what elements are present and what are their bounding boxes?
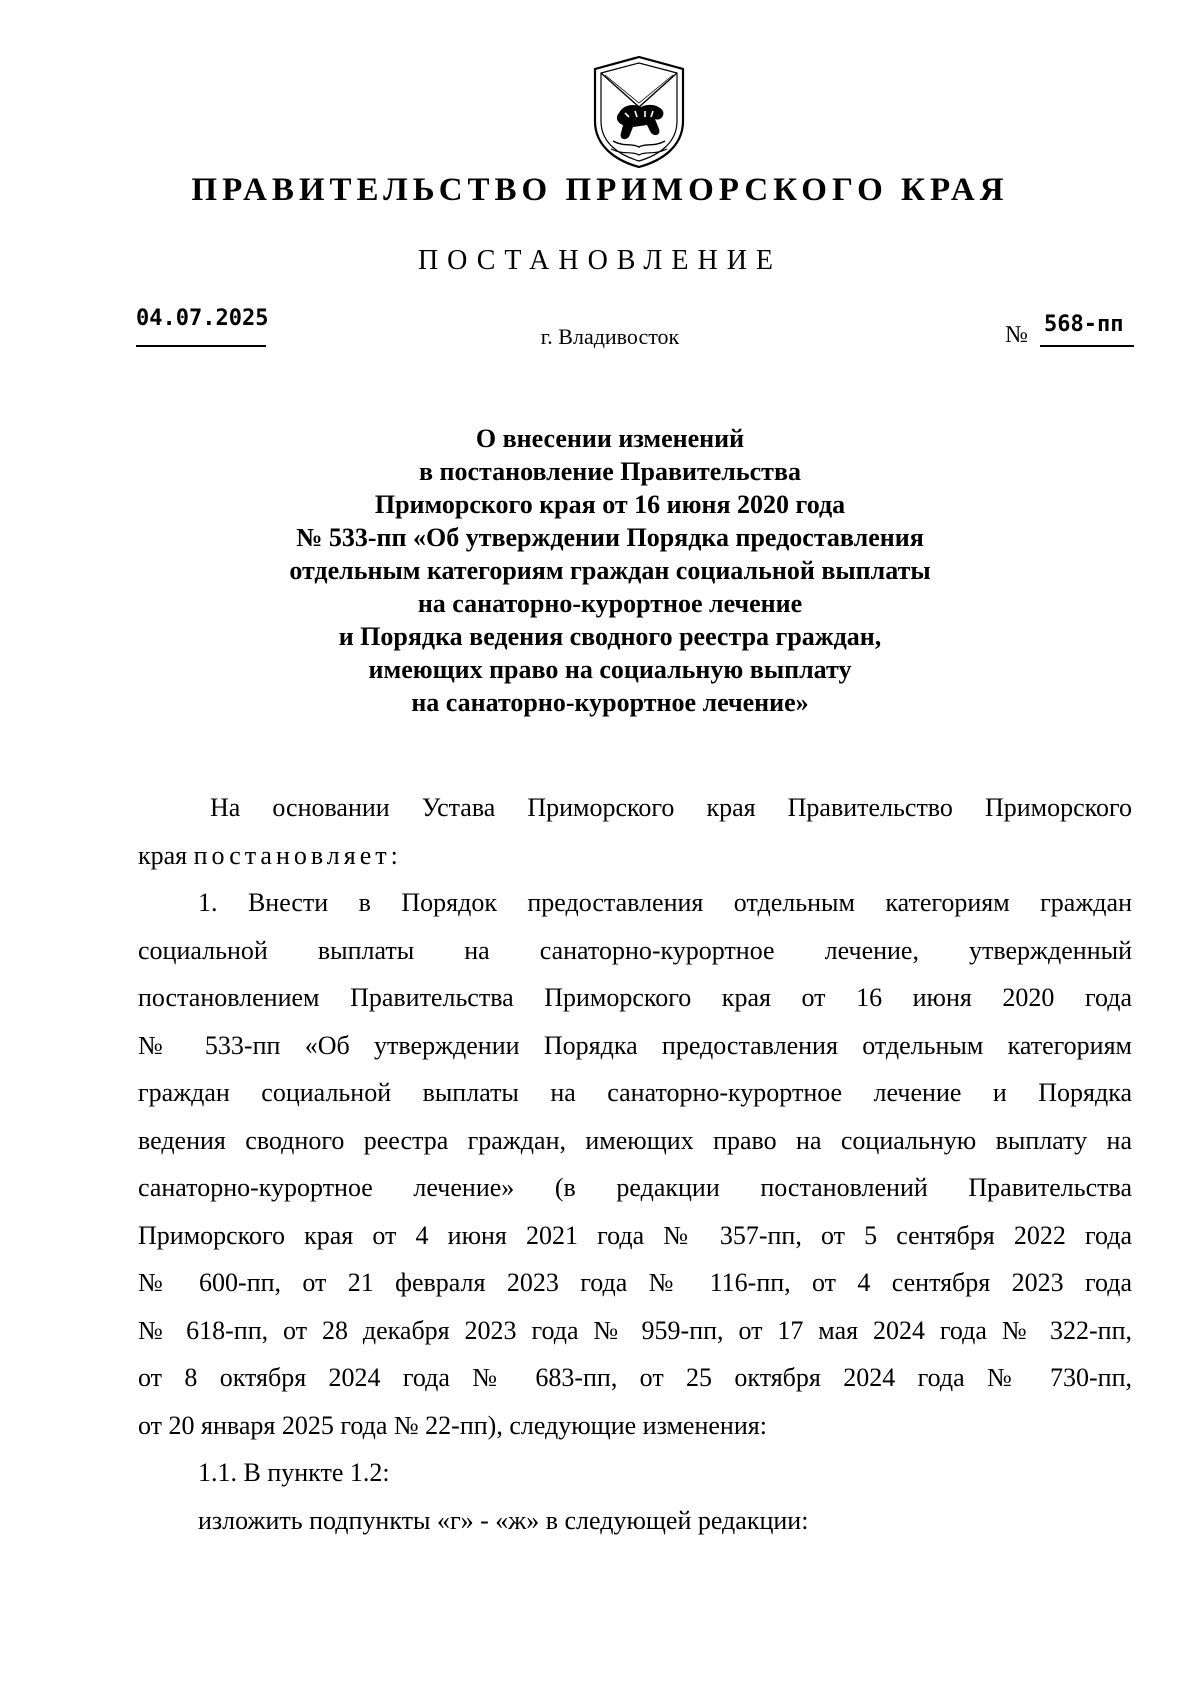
text-line: санаторно-курортное лечение» (в редакции постановлений Правительства bbox=[138, 1173, 1132, 1202]
text-line: от 20 января 2025 года № 22-пп), следующие изменения: bbox=[138, 1410, 767, 1440]
text-line: ведения сводного реестра граждан, имеющих право на социальную выплату на bbox=[138, 1125, 1132, 1155]
text-line: граждан социальной выплаты на санаторно-курортное лечение и Порядка bbox=[138, 1078, 1132, 1107]
text-line: № 533-пп «Об утверждении Порядка предоставления отдельным категориям bbox=[138, 1030, 1132, 1060]
text-line: Приморского края от 4 июня 2021 года № 357-пп, от 5 сентября 2022 года bbox=[138, 1220, 1132, 1250]
text-line: 1. Внести в Порядок предоставления отдельным категориям граждан bbox=[198, 888, 1132, 917]
document-number: 568-пп bbox=[1044, 312, 1124, 337]
document-date: 04.07.2025 bbox=[136, 306, 269, 331]
document-body bbox=[138, 784, 1132, 1544]
item-1-1-text: изложить подпункты «г» - «ж» в следующей редакции: bbox=[198, 1505, 809, 1535]
document-city: г. Владивосток bbox=[540, 324, 680, 349]
number-underline bbox=[1040, 345, 1134, 347]
title-line: № 533-пп «Об утверждении Порядка предоставления bbox=[296, 523, 924, 552]
document-type: ПОСТАНОВЛЕНИЕ bbox=[417, 245, 783, 276]
title-line: имеющих право на социальную выплату bbox=[368, 655, 852, 684]
text-line: На основании Устава Приморского края Правительство Приморского bbox=[210, 793, 1132, 822]
text-line: № 600-пп, от 21 февраля 2023 года № 116-пп, от 4 сентября 2023 года bbox=[138, 1268, 1132, 1297]
title-line: и Порядка ведения сводного реестра граждан, bbox=[338, 622, 882, 651]
title-line: в постановление Правительства bbox=[418, 457, 801, 486]
title-line: отдельным категориям граждан социальной выплаты bbox=[289, 556, 931, 585]
number-sign: № bbox=[1005, 322, 1028, 348]
government-name: ПРАВИТЕЛЬСТВО ПРИМОРСКОГО КРАЯ bbox=[191, 172, 1009, 208]
text-line bbox=[138, 832, 1132, 880]
text-line: постановлением Правительства Приморского края от 16 июня 2020 года bbox=[138, 983, 1132, 1012]
preamble-paragraph bbox=[138, 784, 1132, 879]
document-title bbox=[0, 422, 1200, 719]
text-line: от 8 октября 2024 года № 683-пп, от 25 октября 2024 года № 730-пп, bbox=[138, 1363, 1132, 1392]
title-line: Приморского края от 16 июня 2020 года bbox=[374, 490, 846, 519]
item-1-1-heading: 1.1. В пункте 1.2: bbox=[198, 1458, 390, 1487]
primorsky-coat-of-arms-icon bbox=[589, 51, 689, 169]
title-line: О внесении изменений bbox=[475, 424, 745, 453]
item-1-paragraph bbox=[138, 879, 1132, 1449]
title-line: на санаторно-курортное лечение» bbox=[411, 688, 809, 717]
resolves-word: постановляет: bbox=[193, 840, 402, 870]
text-line: социальной выплаты на санаторно-курортное лечение, утвержденный bbox=[138, 935, 1132, 965]
text-fragment: края bbox=[138, 840, 188, 870]
title-line: на санаторно-курортное лечение bbox=[417, 589, 803, 618]
text-line: № 618-пп, от 28 декабря 2023 года № 959-пп, от 17 мая 2024 года № 322-пп, bbox=[138, 1315, 1132, 1345]
